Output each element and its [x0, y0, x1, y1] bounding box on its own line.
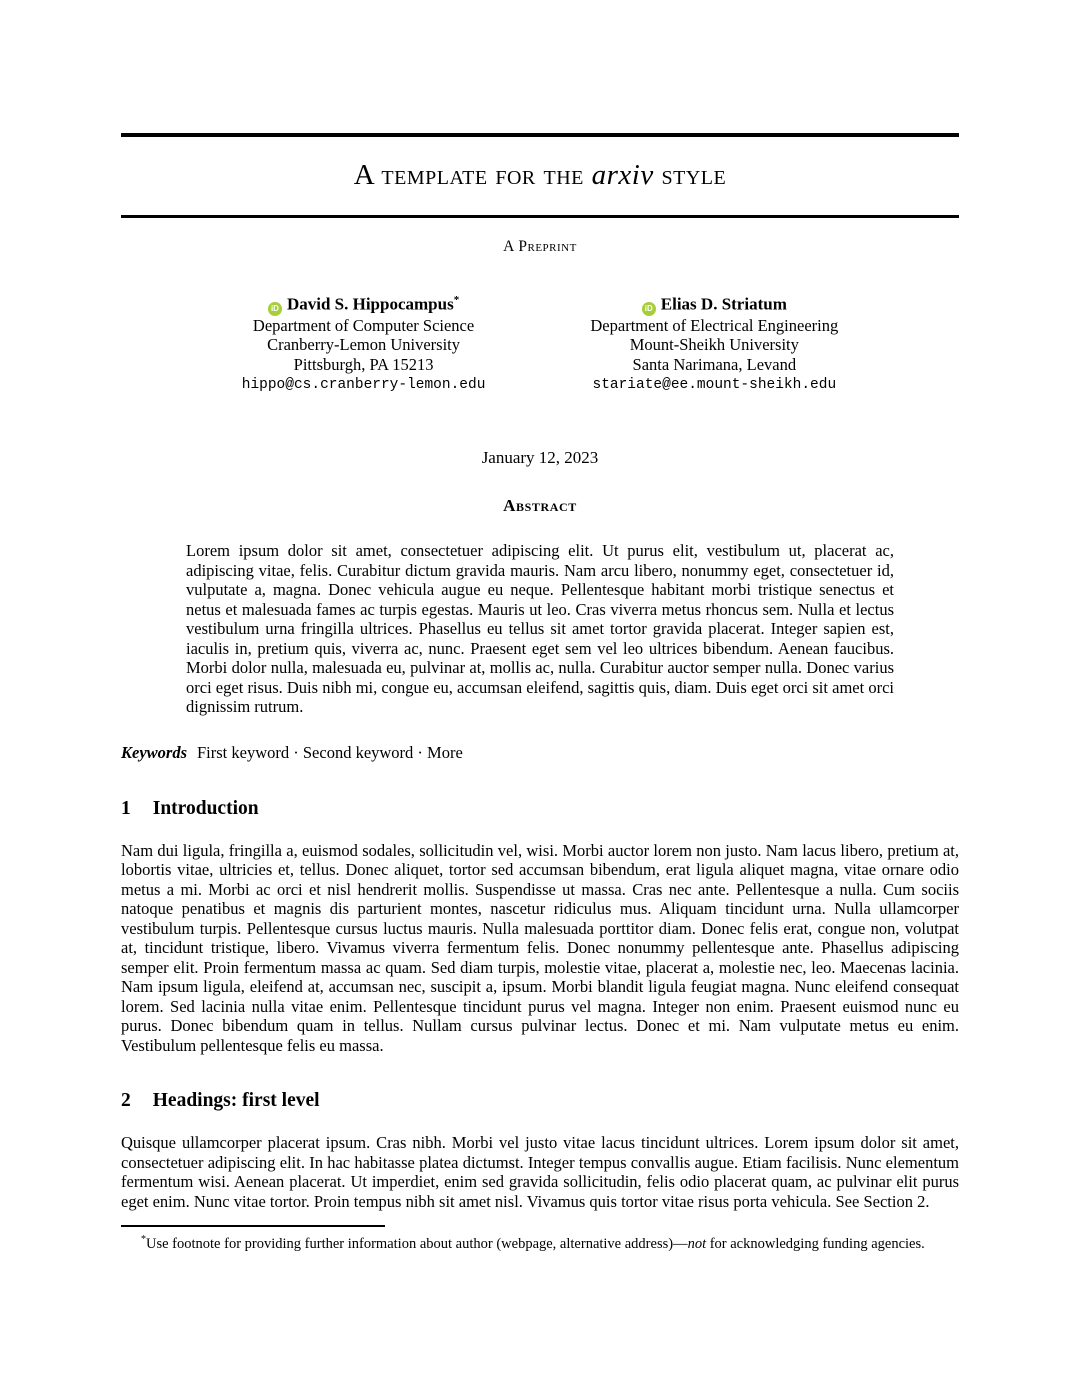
author-1-name-line	[242, 290, 486, 316]
author-2-university: Mount-Sheikh University	[629, 335, 799, 355]
title-rule-bottom	[121, 215, 959, 218]
abstract-text: Lorem ipsum dolor sit amet, consectetuer adipiscing elit. Ut purus elit, vestibulum ut, placerat ac, adipiscing vitae, felis. Curabitur dictum gravida mauris. Nam arcu libero, nonummy eget, consectetuer id, vulputate a, magna. Donec vehicula augue eu neque. Pellentesque habitant morbi tristique senectus et netus et malesuada fames ac turpis egestas. Mauris ut leo. Cras viverra metus rhoncus sem. Nulla et lectus vestibulum urna fringilla ultrices. Phasellus eu tellus sit amet tortor gravida placerat. Integer sapien est, iaculis in, pretium quis, viverra ac, nunc. Praesent eget sem vel leo ultrices bibendum. Aenean faucibus. Morbi dolor nulla, malesuada eu, pulvinar at, mollis ac, nulla. Curabitur auctor semper nulla. Donec varius orci eget risus. Duis nibh mi, congue eu, accumsan eleifend, sagittis quis, diam. Duis eget orci sit amet orci dignissim rutrum.	[186, 541, 894, 717]
paper-title-text-end: style	[653, 159, 727, 191]
preprint-label: A Preprint	[503, 238, 577, 255]
paper-title-text: A template for the	[353, 159, 592, 191]
section-1-heading	[121, 797, 959, 821]
section-2-title: Headings: first level	[152, 1090, 320, 1112]
title-rule-top	[121, 133, 959, 137]
section-1-number: 1	[121, 797, 131, 819]
section-2-number: 2	[121, 1090, 131, 1112]
footnote-rule	[121, 1225, 385, 1227]
author-1-department: Department of Computer Science	[252, 315, 475, 335]
paper-title	[121, 157, 959, 193]
author-1-address: Pittsburgh, PA 15213	[293, 354, 434, 374]
keywords-label: Keywords	[121, 742, 187, 762]
footnote-text-emphasis: not	[687, 1235, 707, 1252]
author-1	[242, 290, 486, 396]
keywords-text: First keyword · Second keyword · More	[197, 742, 463, 762]
abstract-heading: Abstract	[503, 496, 577, 516]
author-2-address: Santa Narimana, Levand	[632, 354, 797, 374]
section-2-body: Quisque ullamcorper placerat ipsum. Cras nibh. Morbi vel justo vitae lacus tincidunt ultrices. Lorem ipsum dolor sit amet, consectetuer adipiscing elit. In hac habitasse platea dictumst. Integer tempus convallis augue. Etiam facilisis. Nunc elementum fermentum wisi. Aenean placerat. Ut imperdiet, enim sed gravida sollicitudin, felis odio placerat quam, ac pulvinar elit purus eget enim. Nunc vitae tortor. Proin tempus nibh sit amet nisl. Vivamus quis tortor vitae risus porta vehicula. See Section 2.	[121, 1133, 959, 1211]
author-2-department: Department of Electrical Engineering	[590, 315, 839, 335]
author-1-email: hippo@cs.cranberry-lemon.edu	[241, 377, 486, 394]
footnote-marker: *	[141, 1234, 146, 1246]
author-2	[590, 290, 838, 396]
author-1-name: David S. Hippocampus	[286, 294, 454, 314]
author-2-email: stariate@ee.mount-sheikh.edu	[592, 377, 837, 394]
paper-title-emphasis: arxiv	[591, 159, 654, 191]
author-block	[121, 290, 959, 396]
keywords-line	[121, 743, 959, 763]
author-1-university: Cranberry-Lemon University	[267, 335, 461, 355]
orcid-icon: iD	[268, 302, 282, 316]
section-1-title: Introduction	[152, 797, 259, 819]
author-1-footnote-marker: *	[453, 294, 460, 306]
publication-date: January 12, 2023	[481, 448, 599, 468]
section-2-heading	[121, 1089, 959, 1113]
author-2-name: Elias D. Striatum	[660, 294, 787, 314]
author-2-name-line	[590, 290, 838, 316]
section-1-body: Nam dui ligula, fringilla a, euismod sodales, sollicitudin vel, wisi. Morbi auctor lorem non justo. Nam lacus libero, pretium at, lobortis vitae, ultricies et, tellus. Donec aliquet, tortor sed accumsan bibendum, erat ligula aliquet magna, vitae ornare odio metus a mi. Morbi ac orci et nisl hendrerit mollis. Suspendisse ut massa. Cras nec ante. Pellentesque a nulla. Cum sociis natoque penatibus et magnis dis parturient montes, nascetur ridiculus mus. Aliquam tincidunt urna. Nulla ullamcorper vestibulum turpis. Pellentesque cursus luctus mauris. Nulla malesuada porttitor diam. Donec felis erat, congue non, volutpat at, tincidunt tristique, libero. Vivamus viverra fermentum felis. Donec nonummy pellentesque ante. Phasellus adipiscing semper elit. Proin fermentum massa ac quam. Sed diam turpis, molestie vitae, placerat a, molestie nec, leo. Maecenas lacinia. Nam ipsum ligula, eleifend at, accumsan nec, suscipit a, ipsum. Morbi blandit ligula feugiat magna. Nunc eleifend consequat lorem. Sed lacinia nulla vitae enim. Pellentesque tincidunt purus vel magna. Integer non enim. Praesent euismod nunc eu purus. Donec bibendum quam in tellus. Nullam cursus pulvinar lectus. Donec et mi. Nam vulputate metus eu enim. Vestibulum pellentesque felis eu massa.	[121, 840, 959, 1055]
orcid-icon: iD	[642, 302, 656, 316]
footnote-text-post: for acknowledging funding agencies.	[706, 1235, 925, 1252]
footnote-text-pre: Use footnote for providing further information about author (webpage, alternative address)—	[146, 1235, 688, 1252]
footnote-text	[121, 1231, 959, 1253]
